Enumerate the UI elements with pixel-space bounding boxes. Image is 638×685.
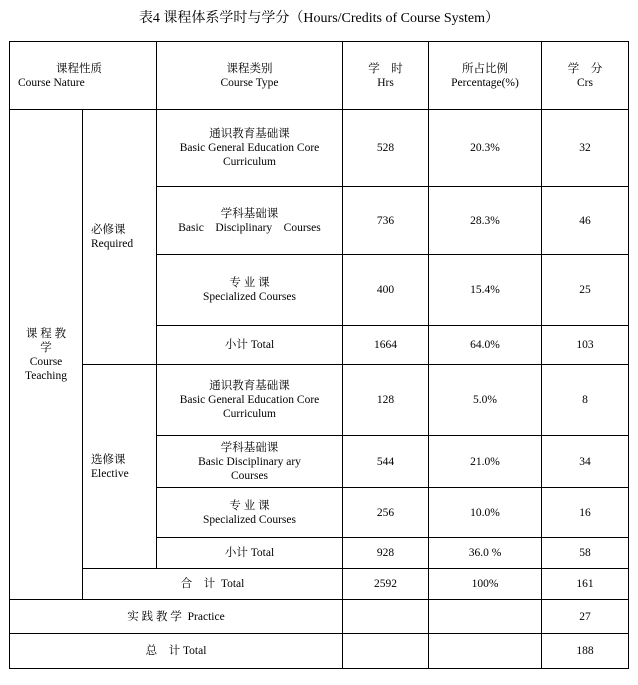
credits-cell: 46 <box>542 187 629 255</box>
required-cell <box>83 110 157 365</box>
credits-cell: 32 <box>542 110 629 187</box>
hours-cell: 400 <box>343 255 429 326</box>
credits-cell: 188 <box>542 634 629 669</box>
practice-label: 实 践 教 学 Practice <box>10 600 343 634</box>
credits-cell: 161 <box>542 569 629 600</box>
hours-cell: 544 <box>343 436 429 488</box>
header-pct-en: Percentage(%) <box>451 76 519 89</box>
header-credits-cn: 学 分 <box>567 62 603 75</box>
elective-en: Elective <box>91 467 129 480</box>
header-nature-cn: 课程性质 <box>56 62 102 75</box>
header-hours <box>343 42 429 110</box>
course-type-en-2: Curriculum <box>222 408 277 420</box>
course-type-cell <box>157 488 343 538</box>
course-type-cell <box>157 365 343 436</box>
credits-cell: 58 <box>542 538 629 569</box>
elective-cell <box>83 365 157 569</box>
course-type-en-2: Curriculum <box>222 156 277 168</box>
header-credits <box>542 42 629 110</box>
percentage-cell: 15.4% <box>429 255 542 326</box>
hours-cell <box>343 634 429 669</box>
percentage-cell: 100% <box>429 569 542 600</box>
credits-cell: 34 <box>542 436 629 488</box>
grand-total-label: 总 计 Total <box>10 634 343 669</box>
hours-cell: 736 <box>343 187 429 255</box>
hours-cell: 256 <box>343 488 429 538</box>
teaching-total-label: 合 计 Total <box>83 569 343 600</box>
header-course-nature <box>10 42 157 110</box>
course-type-cn: 学科基础课 <box>220 441 279 454</box>
header-hours-en: Hrs <box>377 76 394 89</box>
percentage-cell <box>429 600 542 634</box>
percentage-cell: 5.0% <box>429 365 542 436</box>
header-type-en: Course Type <box>220 76 279 89</box>
course-type-en-2: Courses <box>230 469 269 482</box>
percentage-cell: 36.0 % <box>429 538 542 569</box>
table-caption: 表4 课程体系学时与学分（Hours/Credits of Course System） <box>138 11 500 26</box>
percentage-cell: 28.3% <box>429 187 542 255</box>
hours-credits-table <box>9 41 629 669</box>
header-nature-en: Course Nature <box>18 76 85 89</box>
credits-cell: 25 <box>542 255 629 326</box>
header-hours-cn: 学 时 <box>368 62 403 75</box>
percentage-cell: 21.0% <box>429 436 542 488</box>
practice-row <box>10 600 629 634</box>
course-type-en: Basic Disciplinary ary <box>198 455 301 468</box>
course-type-cell <box>157 187 343 255</box>
hours-cell: 928 <box>343 538 429 569</box>
table-row <box>10 365 629 436</box>
header-percentage <box>429 42 542 110</box>
hours-cell <box>343 600 429 634</box>
course-type-en: Specialized Courses <box>203 291 296 303</box>
course-type-cell <box>157 255 343 326</box>
percentage-cell <box>429 634 542 669</box>
course-type-cell <box>157 436 343 488</box>
course-type-cn: 专 业 课 <box>229 499 270 512</box>
header-course-type <box>157 42 343 110</box>
percentage-cell: 10.0% <box>429 488 542 538</box>
credits-cell: 103 <box>542 326 629 365</box>
credits-cell: 16 <box>542 488 629 538</box>
course-type-cn: 通识教育基础课 <box>209 380 290 392</box>
required-en: Required <box>91 238 134 250</box>
hours-cell: 528 <box>343 110 429 187</box>
percentage-cell: 64.0% <box>429 326 542 365</box>
grand-total-row <box>10 634 629 669</box>
course-type-en: Basic General Education Core <box>179 394 320 406</box>
course-teaching-cn: 课 程 教 学 <box>25 327 67 354</box>
table-row <box>10 110 629 187</box>
teaching-total-row <box>10 569 629 600</box>
course-type-cn: 专 业 课 <box>229 277 270 289</box>
hours-cell: 128 <box>343 365 429 436</box>
course-teaching-en: Course Teaching <box>25 355 67 382</box>
required-cn: 必修课 <box>91 224 126 236</box>
course-teaching-cell <box>10 110 83 600</box>
header-type-cn: 课程类别 <box>226 62 273 75</box>
subtotal-label: 小计 Total <box>157 538 343 569</box>
header-pct-cn: 所占比例 <box>462 62 508 75</box>
course-type-cn: 学科基础课 <box>220 207 279 220</box>
hours-cell: 2592 <box>343 569 429 600</box>
course-type-cell <box>157 110 343 187</box>
course-type-en: Basic Disciplinary Courses <box>178 221 321 234</box>
elective-cn: 选修课 <box>91 453 126 466</box>
credits-cell: 8 <box>542 365 629 436</box>
hours-cell: 1664 <box>343 326 429 365</box>
course-type-en: Basic General Education Core <box>179 142 320 154</box>
course-type-en: Specialized Courses <box>203 513 296 526</box>
header-credits-en: Crs <box>577 76 593 89</box>
header-row <box>10 42 629 110</box>
course-type-cn: 通识教育基础课 <box>209 128 290 140</box>
credits-cell: 27 <box>542 600 629 634</box>
subtotal-label: 小计 Total <box>157 326 343 365</box>
percentage-cell: 20.3% <box>429 110 542 187</box>
